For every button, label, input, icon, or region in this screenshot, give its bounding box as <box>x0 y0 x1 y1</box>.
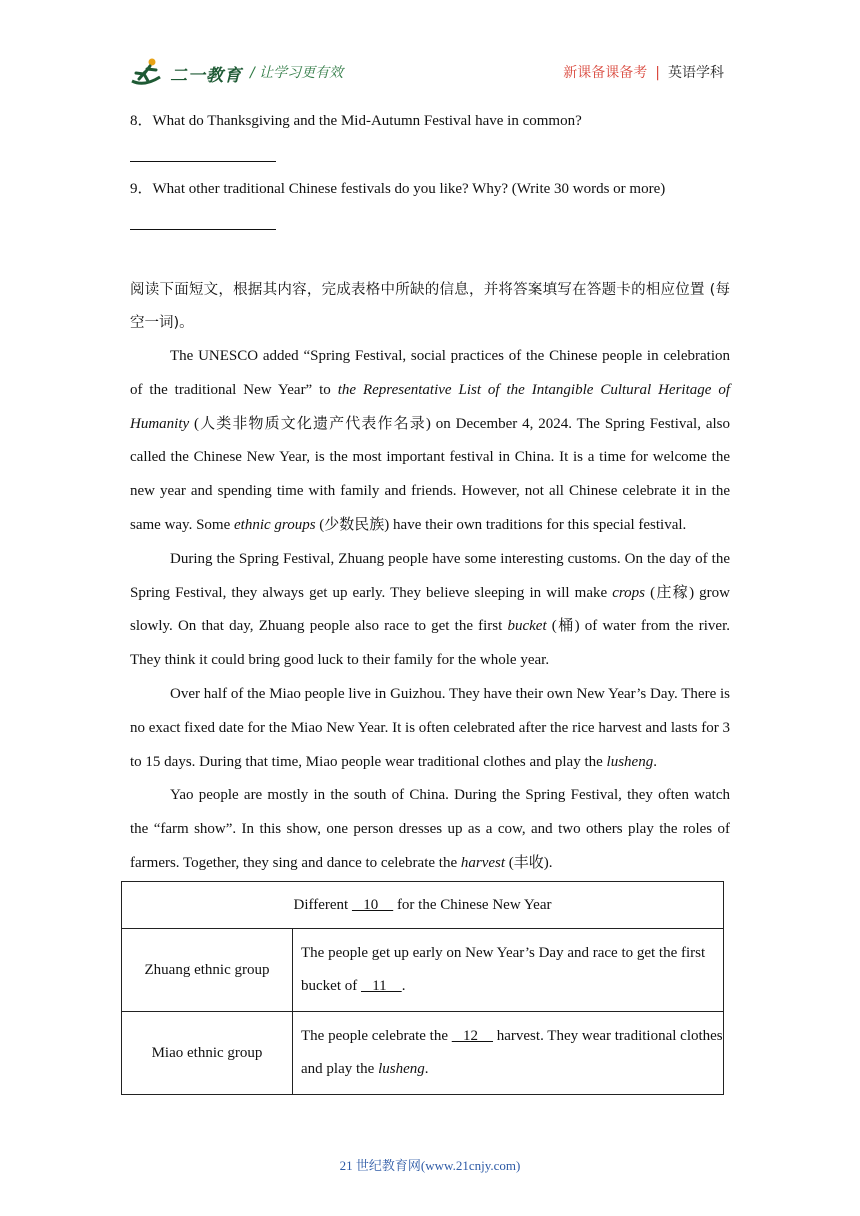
header-tagline <box>563 62 724 82</box>
table-row <box>122 1012 724 1095</box>
running-person-icon <box>130 57 166 89</box>
tagline: 新课备课备考 <box>563 65 648 81</box>
text-run: Yao people are mostly in the south of China. During the Spring Festival, they often watch the “farm show”. In this show, one person dresses up as a cow, and two others play the roles of farmers. Together, they sing and dance to celebrate the <box>130 787 730 871</box>
question-9 <box>130 176 730 202</box>
row-label-miao: Miao ethnic group <box>122 1012 293 1095</box>
italic-term: lusheng <box>378 1061 425 1077</box>
row-label-zhuang: Zhuang ethnic group <box>122 929 293 1012</box>
title-text: for the Chinese New Year <box>393 896 552 913</box>
desc-text: harvest. They wear traditional clothes and play the <box>301 1028 723 1077</box>
table-row <box>122 929 724 1012</box>
italic-term: bucket <box>507 618 547 635</box>
question-number: 9． <box>130 181 153 197</box>
desc-text: . <box>401 978 406 994</box>
instructions: 阅读下面短文，根据其内容，完成表格中所缺的信息，并将答案填写在答题卡的相应位置 (每空一词)。 <box>130 282 730 331</box>
brand-logo <box>130 55 250 91</box>
italic-term: ethnic groups <box>234 516 316 533</box>
text-run: During the Spring Festival, Zhuang people have some interesting customs. On the day of the Spring Festival, they always get up early. They believe sleeping in will make <box>130 550 730 601</box>
question-text: What other traditional Chinese festivals do you like? Why? (Write 30 words or more) <box>152 181 666 197</box>
blank-12[interactable]: 12 <box>451 1028 493 1044</box>
passage-paragraph-1 <box>130 340 730 543</box>
desc-text: The people get up early on New Year’s Day and race to get the first bucket of <box>301 945 706 994</box>
passage-paragraph-4 <box>130 779 730 880</box>
italic-term: harvest <box>460 854 506 871</box>
text-run: (庄稼) grow slowly. On that day, Zhuang people also race to get the first <box>130 584 731 635</box>
header-separator: | <box>655 65 660 81</box>
table-title <box>122 882 724 929</box>
blank-10[interactable]: 10 <box>351 896 394 913</box>
row-desc-miao <box>293 1012 724 1095</box>
slogan: / 让学习更有效 <box>250 65 344 81</box>
text-run: (人类非物质文化遗产代表作名录) on December 4, 2024. The Spring Festival, also called the Chinese New Year, is the most important festival in China. It is a time for welcome the new year and spending time with family and friends. However, not all Chinese celebrate it in the same way. Some <box>130 415 730 533</box>
italic-term: the Representative List of the Intangible Cultural Heritage of Humanity <box>130 381 730 432</box>
passage-paragraph-2 <box>130 543 730 678</box>
desc-text: The people celebrate the <box>301 1028 452 1044</box>
subject-label: 英语学科 <box>668 65 724 81</box>
page-footer: 21 世纪教育网(www.21cnjy.com) <box>339 1158 521 1173</box>
italic-term: lusheng <box>606 753 654 770</box>
passage-paragraph-3 <box>130 678 730 779</box>
text-run: (少数民族) have their own traditions for this special festival. <box>315 516 687 533</box>
document-body <box>130 108 730 881</box>
info-table <box>121 881 724 1095</box>
text-run: (丰收). <box>505 854 553 871</box>
question-number: 8． <box>130 113 153 129</box>
italic-term: crops <box>612 584 646 601</box>
page-header <box>0 0 860 100</box>
text-run: Over half of the Miao people live in Guizhou. They have their own New Year’s Day. There is no exact fixed date for the Miao New Year. It is often celebrated after the rice harvest and lasts for 3 to 15 days. During that time, Miao people wear traditional clothes and play the <box>130 685 730 770</box>
text-run: The UNESCO added “Spring Festival, social practices of the Chinese people in celebration of the traditional New Year” to <box>130 348 730 398</box>
text-run: . <box>653 753 657 770</box>
blank-11[interactable]: 11 <box>360 978 402 994</box>
logo-text: 二一教育 <box>170 66 242 86</box>
desc-text: . <box>424 1061 429 1077</box>
question-text: What do Thanksgiving and the Mid-Autumn Festival have in common? <box>152 113 582 129</box>
text-run: (桶) of water from the river. They think it could bring good luck to their family for the whole year. <box>130 618 730 669</box>
question-8 <box>130 108 730 134</box>
title-text: Different <box>293 896 352 913</box>
row-desc-zhuang <box>293 929 724 1012</box>
